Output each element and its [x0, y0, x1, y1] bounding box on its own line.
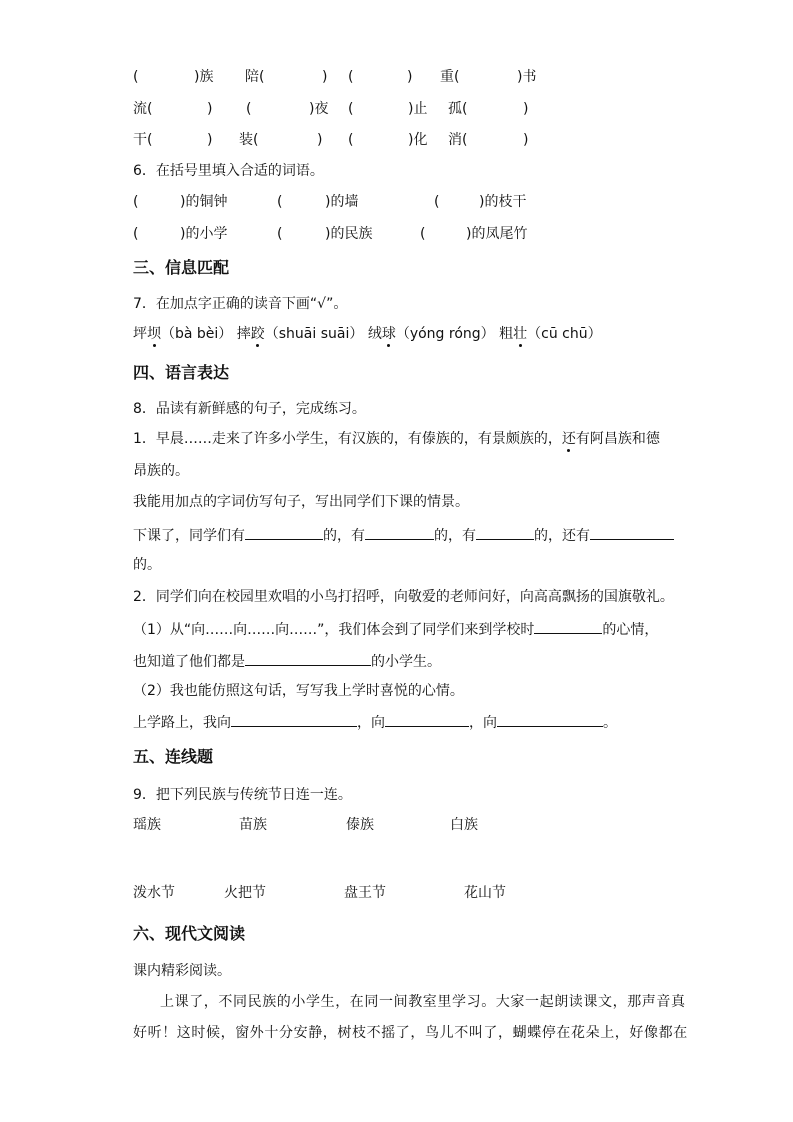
dotted-char: 坝 — [147, 326, 161, 342]
people-item[interactable]: 瑶族 — [133, 817, 161, 833]
char: 绒 — [367, 326, 382, 342]
q7-prompt: 7．在加点字正确的读音下画“√”。 — [133, 296, 348, 312]
fill-text: ，向 — [469, 715, 497, 731]
part-text: 也知道了他们都是 — [133, 654, 245, 670]
festival-item[interactable]: 花山节 — [464, 885, 506, 901]
part-text: （1）从“向……向……向……”，我们体会到了同学们来到学校时 — [133, 622, 535, 638]
bracket-close: ) — [207, 101, 213, 117]
part-text: 的心情， — [602, 622, 659, 638]
q8-sentence-1-cont: 昂族的。 — [133, 463, 189, 479]
bracket-text: 消( — [448, 132, 468, 148]
q8-part-1-cont — [133, 651, 441, 671]
char: 摔 — [236, 326, 251, 342]
fill-text: 的，有 — [323, 528, 365, 544]
answer-blank[interactable] — [231, 712, 357, 727]
q8-part-2: （2）我也能仿照这句话，写写我上学时喜悦的心情。 — [133, 683, 464, 699]
q7-item — [237, 326, 364, 342]
answer-blank[interactable] — [245, 651, 371, 666]
bracket-text: )止 — [408, 101, 428, 117]
pinyin-options: （cū chū） — [527, 326, 602, 342]
answer-blank[interactable] — [476, 525, 534, 540]
fill-text: ，向 — [357, 715, 385, 731]
q8-task-1: 我能用加点的字词仿写句子，写出同学们下课的情景。 — [133, 494, 469, 510]
sentence-text: 有阿昌族和德 — [575, 431, 660, 447]
people-item[interactable]: 傣族 — [346, 817, 374, 833]
bracket-close: ) — [523, 132, 529, 148]
bracket-text: )夜 — [309, 101, 329, 117]
section-heading: 六、现代文阅读 — [133, 924, 246, 943]
fill-text: 上学路上，我向 — [133, 715, 231, 731]
dotted-char: 跤 — [250, 326, 265, 342]
answer-blank[interactable] — [497, 712, 603, 727]
q7-item — [368, 326, 495, 342]
bracket-text: 重( — [440, 69, 460, 85]
dotted-char: 还 — [561, 431, 576, 447]
q8-fill-line-1 — [133, 525, 674, 545]
answer-blank[interactable] — [245, 525, 323, 540]
answer-blank[interactable] — [590, 525, 674, 540]
bracket-text: )的墙 — [325, 194, 359, 210]
section-heading: 五、连线题 — [133, 747, 214, 766]
bracket-text: )的凤尾竹 — [466, 226, 528, 242]
fill-text: 。 — [603, 715, 617, 731]
bracket-text: )族 — [194, 69, 214, 85]
bracket-text: )书 — [517, 69, 537, 85]
char: 粗 — [499, 326, 514, 342]
bracket-close: ) — [207, 132, 213, 148]
q6-prompt: 6．在括号里填入合适的词语。 — [133, 163, 324, 179]
festival-item[interactable]: 火把节 — [224, 885, 266, 901]
q8-sentence-1 — [133, 430, 660, 448]
q7-item — [499, 326, 601, 342]
char: 坪 — [133, 326, 147, 342]
bracket-close: ) — [317, 132, 323, 148]
q8-fill-line-1-end: 的。 — [133, 557, 161, 573]
bracket-text: )化 — [408, 132, 428, 148]
bracket-close: ) — [407, 69, 413, 85]
festival-item[interactable]: 泼水节 — [133, 885, 175, 901]
bracket-open: ( — [277, 194, 283, 210]
part-text: 的小学生。 — [371, 654, 441, 670]
section-heading: 四、语言表达 — [133, 363, 230, 382]
bracket-text: 装( — [239, 132, 259, 148]
bracket-text: 孤( — [448, 101, 468, 117]
bracket-text: 流( — [133, 101, 153, 117]
fill-text: 的，还有 — [534, 528, 590, 544]
bracket-open: ( — [277, 226, 283, 242]
bracket-open: ( — [420, 226, 426, 242]
q9-prompt: 9．把下列民族与传统节日连一连。 — [133, 787, 352, 803]
bracket-open: ( — [348, 132, 354, 148]
people-item[interactable]: 苗族 — [239, 817, 267, 833]
bracket-text: 陪( — [245, 69, 265, 85]
pinyin-options: （yóng róng） — [395, 326, 495, 342]
bracket-open: ( — [133, 69, 139, 85]
bracket-open: ( — [348, 69, 354, 85]
answer-blank[interactable] — [534, 619, 602, 634]
pinyin-options: （shuāi suāi） — [264, 326, 364, 342]
bracket-open: ( — [246, 101, 252, 117]
fill-text: 的，有 — [434, 528, 476, 544]
q8-fill-line-2 — [133, 712, 617, 732]
reading-paragraph-line: 上课了，不同民族的小学生，在同一间教室里学习。大家一起朗读课文，那声音真 — [160, 994, 686, 1010]
answer-blank[interactable] — [385, 712, 469, 727]
dotted-char: 壮 — [513, 326, 528, 342]
dotted-char: 球 — [381, 326, 396, 342]
reading-intro: 课内精彩阅读。 — [133, 963, 231, 979]
reading-paragraph-line: 好听！这时候，窗外十分安静，树枝不摇了，鸟儿不叫了，蝴蝶停在花朵上，好像都在 — [133, 1025, 688, 1041]
bracket-open: ( — [348, 101, 354, 117]
section-heading: 三、信息匹配 — [133, 258, 230, 277]
bracket-text: )的枝干 — [479, 194, 527, 210]
pinyin-options: （bà bèi） — [161, 326, 233, 342]
q8-sentence-2: 2．同学们向在校园里欢唱的小鸟打招呼，向敬爱的老师问好，向高高飘扬的国旗敬礼。 — [133, 589, 674, 605]
people-item[interactable]: 白族 — [450, 817, 478, 833]
bracket-text: )的铜钟 — [180, 194, 228, 210]
q7-items — [133, 325, 602, 343]
bracket-open: ( — [133, 194, 139, 210]
bracket-open: ( — [133, 226, 139, 242]
q7-item — [133, 326, 232, 342]
bracket-text: 干( — [133, 132, 153, 148]
bracket-text: )的小学 — [180, 226, 228, 242]
q8-prompt: 8．品读有新鲜感的句子，完成练习。 — [133, 401, 366, 417]
q8-part-1 — [133, 619, 658, 639]
sentence-text: 1．早晨……走来了许多小学生，有汉族的，有傣族的，有景颇族的， — [133, 431, 562, 447]
bracket-close: ) — [322, 69, 328, 85]
bracket-open: ( — [434, 194, 440, 210]
fill-text: 下课了，同学们有 — [133, 528, 245, 544]
bracket-close: ) — [523, 101, 529, 117]
answer-blank[interactable] — [365, 525, 434, 540]
bracket-text: )的民族 — [325, 226, 373, 242]
festival-item[interactable]: 盘王节 — [344, 885, 386, 901]
